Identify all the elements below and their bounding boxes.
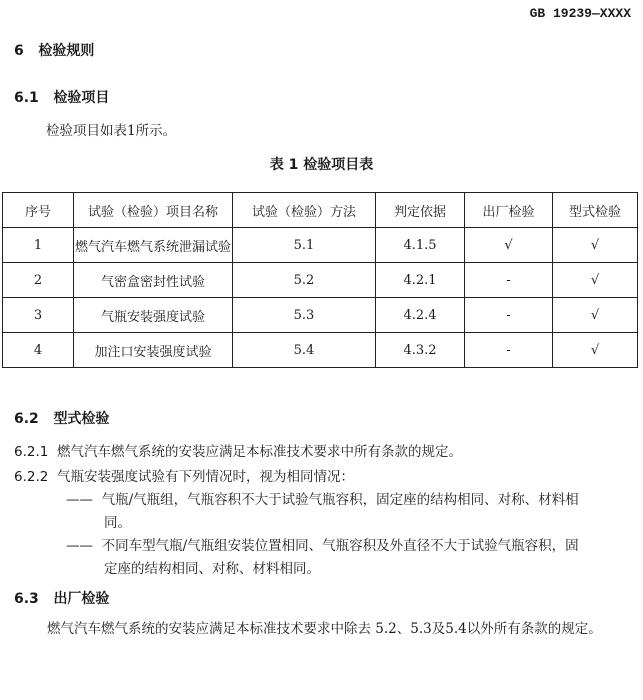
cell-basis: 4.2.4 xyxy=(376,298,465,333)
clause-text: 气瓶安装强度试验有下列情况时，视为相同情况： xyxy=(56,469,354,485)
clause-number: 6.2.2 xyxy=(14,469,49,485)
col-header-method: 试验（检验）方法 xyxy=(233,193,376,228)
list-item-text: 气瓶/气瓶组，气瓶容积不大于试验气瓶容积，固定座的结构相同、对称、材料相 xyxy=(101,492,579,508)
table-row xyxy=(3,228,638,263)
cell-seq: 1 xyxy=(3,228,74,263)
section-title: 型式检验 xyxy=(53,411,110,427)
col-header-basis: 判定依据 xyxy=(376,193,465,228)
section-6-2-heading xyxy=(14,408,109,428)
cell-type: √ xyxy=(553,263,638,298)
list-item xyxy=(66,534,579,554)
col-header-item: 试验（检验）项目名称 xyxy=(74,193,233,228)
list-item-continuation: 定座的结构相同、对称、材料相同。 xyxy=(104,561,320,577)
inspection-items-table xyxy=(2,192,638,368)
section-title: 检验规则 xyxy=(38,43,95,59)
section-6-3-heading xyxy=(14,588,109,608)
clause-text: 燃气汽车燃气系统的安装应满足本标准技术要求中所有条款的规定。 xyxy=(56,444,462,460)
section-number: 6 xyxy=(14,43,24,59)
clause-6-2-1 xyxy=(14,440,462,460)
section-6-heading xyxy=(14,40,94,60)
standard-code: GB 19239—XXXX xyxy=(529,6,631,21)
cell-method: 5.2 xyxy=(233,263,376,298)
col-header-factory: 出厂检验 xyxy=(465,193,553,228)
section-number: 6.1 xyxy=(14,90,39,106)
section-6-1-heading xyxy=(14,87,109,107)
list-item-continuation: 同。 xyxy=(104,515,131,531)
table-row xyxy=(3,263,638,298)
cell-type: √ xyxy=(553,298,638,333)
cell-factory: - xyxy=(465,298,553,333)
cell-method: 5.4 xyxy=(233,333,376,368)
section-6-1-body: 检验项目如表1所示。 xyxy=(46,123,177,139)
cell-item: 加注口安装强度试验 xyxy=(74,333,233,368)
clause-number: 6.2.1 xyxy=(14,444,49,460)
section-number: 6.3 xyxy=(14,591,39,607)
table-caption: 表 1 检验项目表 xyxy=(269,157,374,173)
section-number: 6.2 xyxy=(14,411,39,427)
section-title: 出厂检验 xyxy=(53,591,110,607)
cell-basis: 4.1.5 xyxy=(376,228,465,263)
cell-seq: 2 xyxy=(3,263,74,298)
dash-marker: —— xyxy=(66,492,93,508)
cell-type: √ xyxy=(553,333,638,368)
col-header-type: 型式检验 xyxy=(553,193,638,228)
table-row xyxy=(3,333,638,368)
col-header-seq: 序号 xyxy=(3,193,74,228)
table-row xyxy=(3,298,638,333)
dash-marker: —— xyxy=(66,538,93,554)
cell-seq: 3 xyxy=(3,298,74,333)
section-6-3-body: 燃气汽车燃气系统的安装应满足本标准技术要求中除去 5.2、5.3及5.4以外所有条款的规定。 xyxy=(47,621,602,637)
cell-basis: 4.2.1 xyxy=(376,263,465,298)
cell-type: √ xyxy=(553,228,638,263)
cell-factory: - xyxy=(465,333,553,368)
cell-method: 5.1 xyxy=(233,228,376,263)
list-item xyxy=(66,488,579,508)
table-header-row xyxy=(3,193,638,228)
cell-method: 5.3 xyxy=(233,298,376,333)
clause-6-2-2 xyxy=(14,465,354,485)
section-title: 检验项目 xyxy=(53,90,110,106)
list-item-text: 不同车型气瓶/气瓶组安装位置相同、气瓶容积及外直径不大于试验气瓶容积，固 xyxy=(101,538,579,554)
cell-item: 气瓶安装强度试验 xyxy=(74,298,233,333)
cell-item: 燃气汽车燃气系统泄漏试验 xyxy=(74,228,233,263)
cell-seq: 4 xyxy=(3,333,74,368)
cell-factory: - xyxy=(465,263,553,298)
cell-item: 气密盒密封性试验 xyxy=(74,263,233,298)
cell-factory: √ xyxy=(465,228,553,263)
cell-basis: 4.3.2 xyxy=(376,333,465,368)
